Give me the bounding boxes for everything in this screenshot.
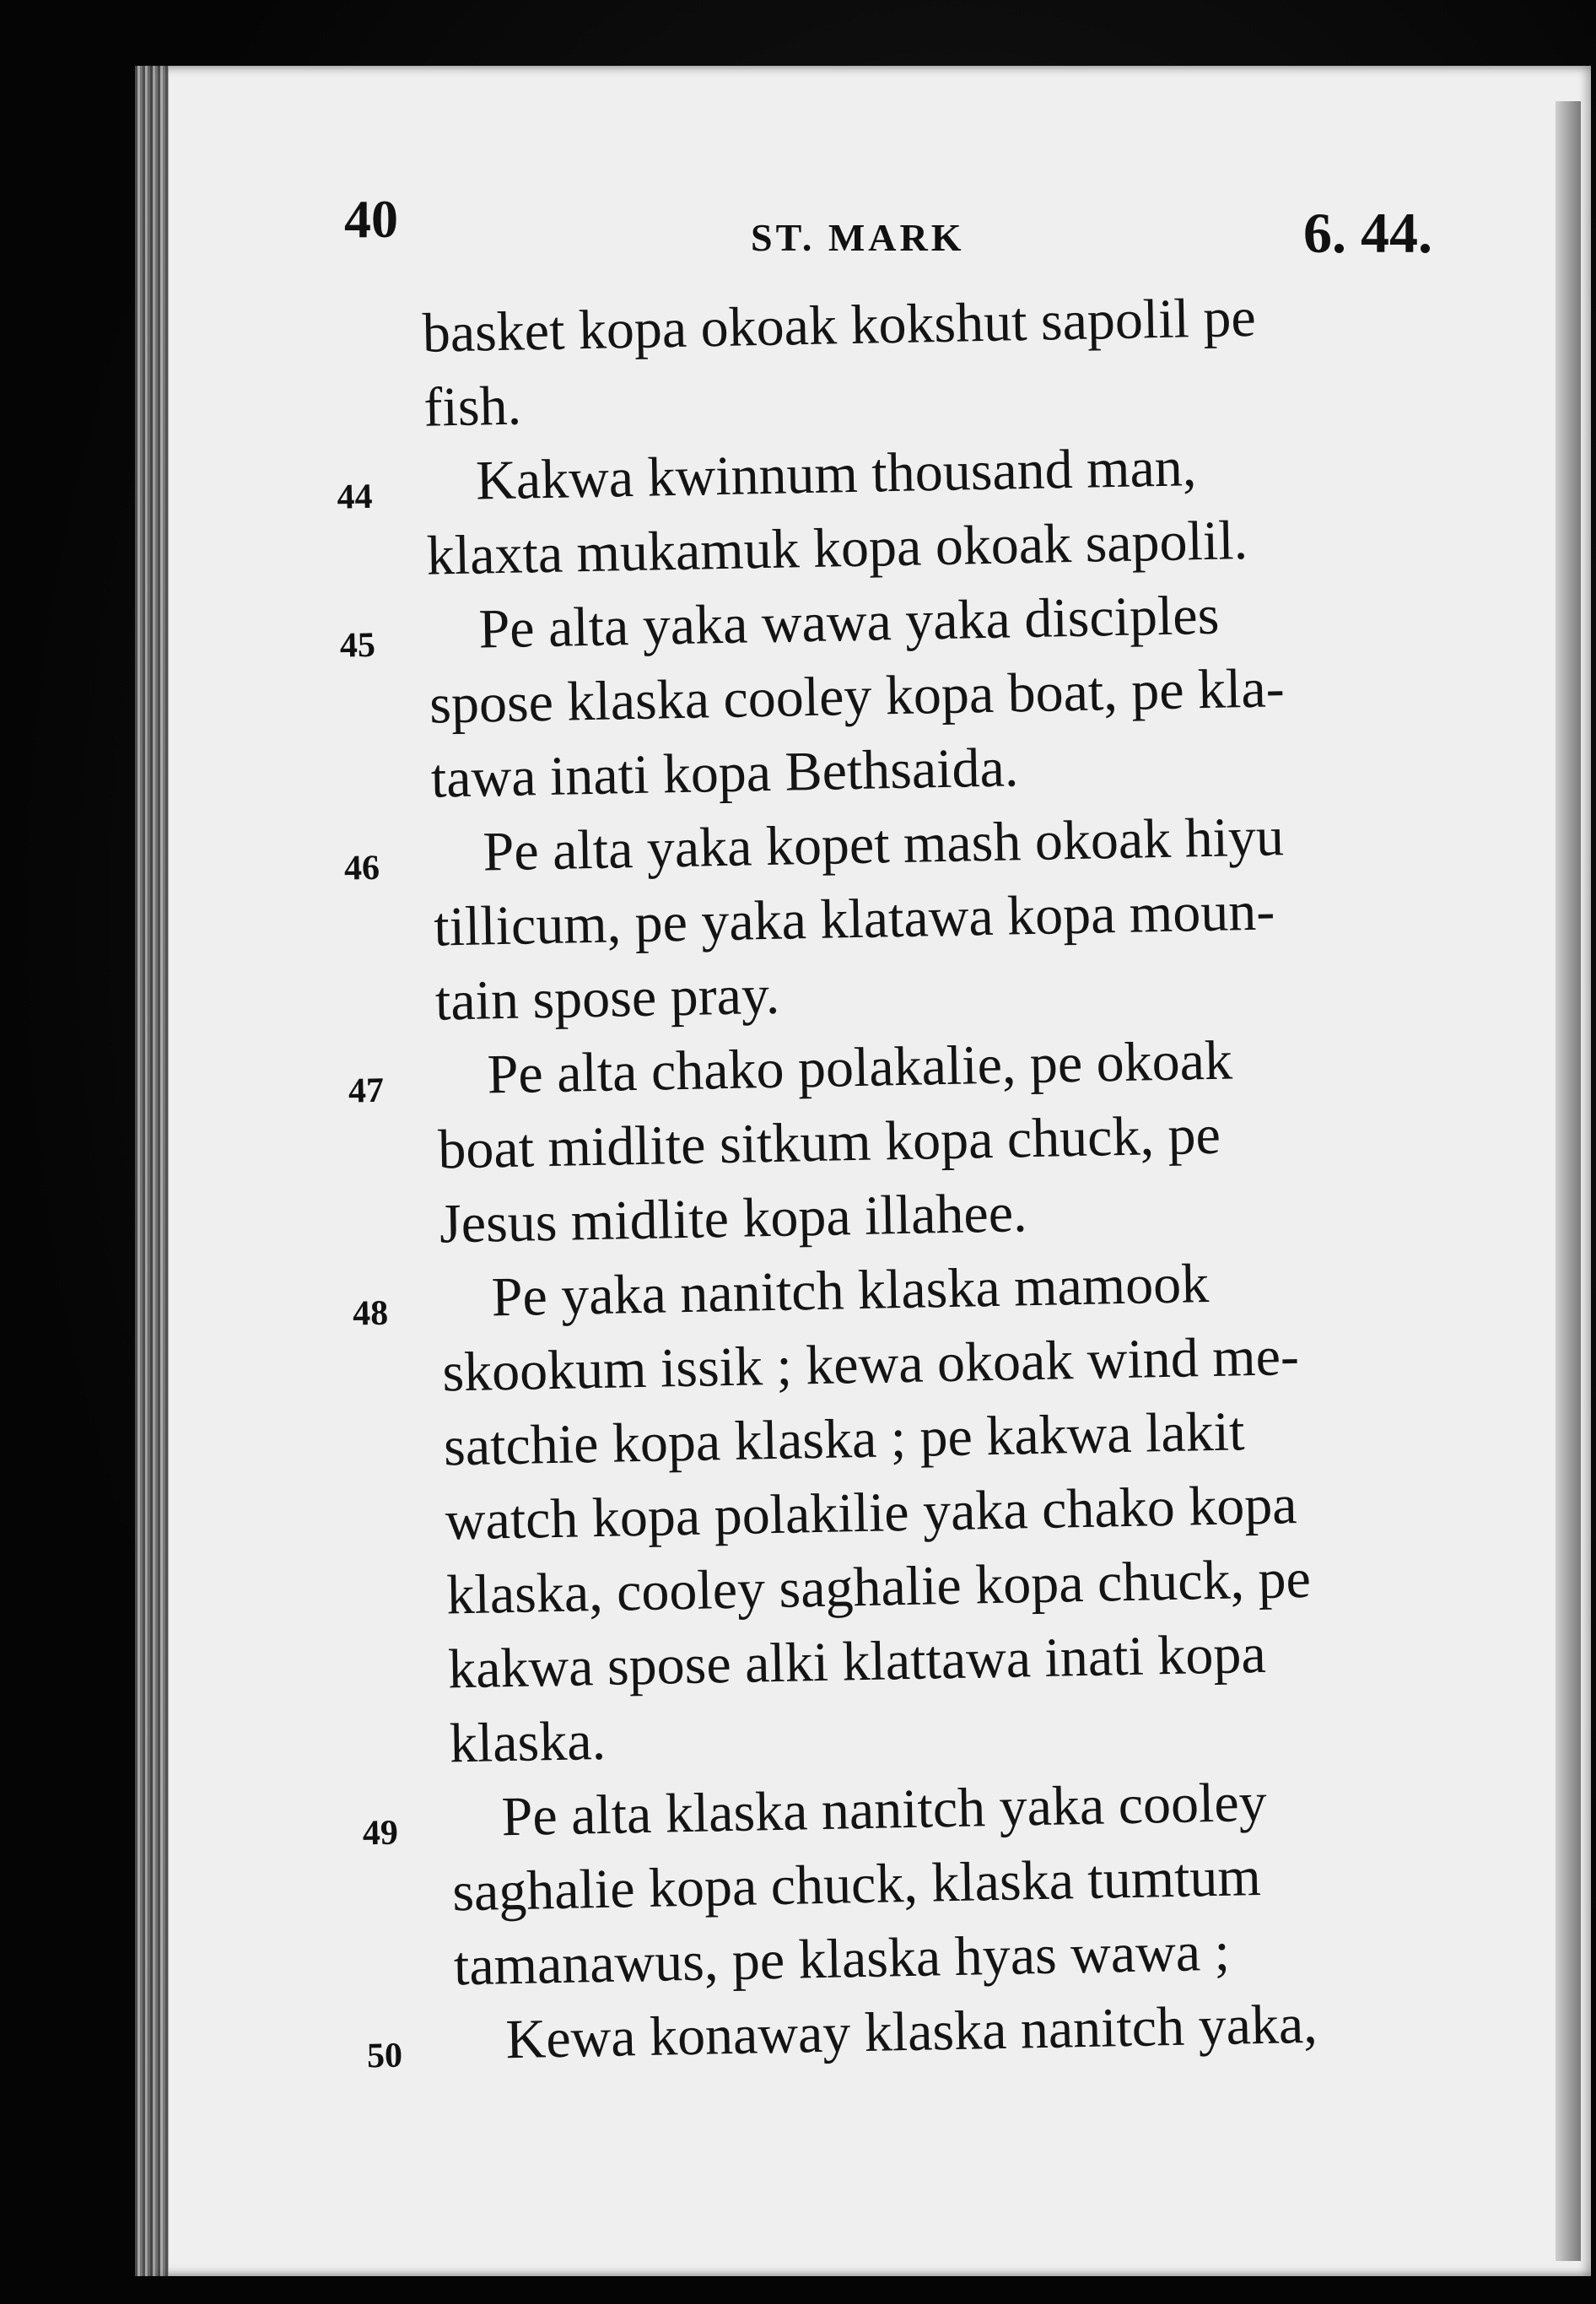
running-head: ST. MARK (751, 216, 965, 259)
verse-number: 49 (362, 1813, 399, 1853)
line-text: klaska, cooley saghalie kopa chuck, pe (445, 1547, 1312, 1627)
line-text: Pe alta klaska nanitch yaka cooley (500, 1771, 1268, 1848)
line-text: tamanawus, pe klaska hyas wawa ; (453, 1920, 1231, 1998)
line-text: Pe alta yaka kopet mash okoak hiyu (482, 806, 1285, 883)
line-text: Pe alta chako polakalie, pe okoak (486, 1029, 1233, 1106)
line-text: skookum issik ; kewa okoak wind me- (441, 1325, 1300, 1404)
line-text: tillicum, pe yaka klatawa kopa moun- (433, 880, 1275, 958)
body-text (278, 277, 1493, 2080)
line-text: klaxta mukamuk kopa okoak sapolil. (426, 510, 1248, 587)
verse-number: 47 (348, 1071, 385, 1111)
line-text: Kewa konaway klaska nanitch yaka, (504, 1993, 1318, 2071)
line-text: saghalie kopa chuck, klaska tumtum (451, 1845, 1262, 1924)
line-text: Pe yaka nanitch klaska mamook (491, 1253, 1210, 1329)
line-text: tawa inati kopa Bethsaida. (430, 737, 1019, 810)
line-text: Kakwa kwinnum thousand man, (475, 436, 1197, 512)
page-binding (135, 66, 169, 2276)
line-text: fish. (423, 375, 522, 439)
line-text: boat midlite sitkum kopa chuck, pe (437, 1103, 1221, 1181)
line-text: tain spose pray. (434, 963, 780, 1033)
verse-number: 45 (339, 625, 376, 666)
line-text: kakwa spose alki klattawa inati kopa (447, 1622, 1267, 1701)
line-text: satchie kopa klaska ; pe kakwa lakit (443, 1400, 1246, 1478)
page-edge (1556, 101, 1581, 2261)
line-text: Jesus midlite kopa illahee. (439, 1182, 1028, 1255)
line-text: watch kopa polakilie yaka chako kopa (445, 1474, 1298, 1552)
chapter-verse-reference: 6. 44. (1303, 201, 1432, 265)
verse-number: 44 (337, 477, 373, 517)
verse-number: 46 (343, 848, 380, 888)
verse-number: 48 (352, 1293, 389, 1334)
line-text: spose klaska cooley kopa boat, pe kla- (429, 657, 1286, 736)
page-header (0, 181, 1596, 274)
page-number: 40 (344, 189, 398, 249)
line-text: Pe alta yaka wawa yaka disciples (477, 584, 1220, 661)
line-text: basket kopa okoak kokshut sapolil pe (422, 286, 1257, 364)
line-text: klaska. (449, 1709, 607, 1775)
verse-number: 50 (366, 2036, 403, 2076)
